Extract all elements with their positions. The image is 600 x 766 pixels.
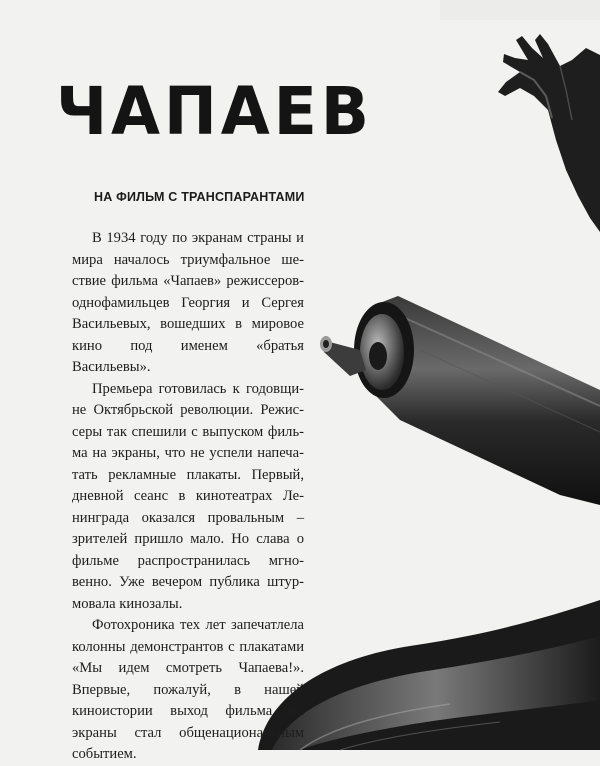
paragraph-1: В 1934 году по экранам страны и мира началось триумфальное шествие фильма «Чапаев» режиссеров-однофамильцев Георгия и Сергея Васильевых, вошедших в мировое кино под именем «братья Васильевы». [72, 230, 304, 375]
page-title: ЧАПАЕВ [56, 73, 373, 150]
paragraph-3: Фотохроника тех лет запечатлела колонны демонстрантов с плакатами «Мы идем смотреть Чапаева!». Впервые, пожалуй, в нашей киноистории выход фильма на экраны стал общенациональным событием. [72, 617, 304, 762]
raised-hand-silhouette [498, 34, 600, 232]
machine-gun-barrel [320, 296, 600, 505]
gun-wheel-silhouette [258, 600, 600, 750]
article-body [72, 228, 304, 766]
section-subtitle: НА ФИЛЬМ С ТРАНСПАРАНТАМИ [94, 190, 305, 204]
paragraph-2: Премьера готовилась к годовщине Октябрьской революции. Режиссеры так спешили с выпуском фильма на экраны, что не успели напечатать рекламные плакаты. Первый, дневной сеанс в кинотеатрах Ленинграда оказался провальным – зрителей пришло мало. Но слава о фильме распространилась мгновенно. Уже вечером публика штурмовала кинозалы. [72, 380, 304, 612]
